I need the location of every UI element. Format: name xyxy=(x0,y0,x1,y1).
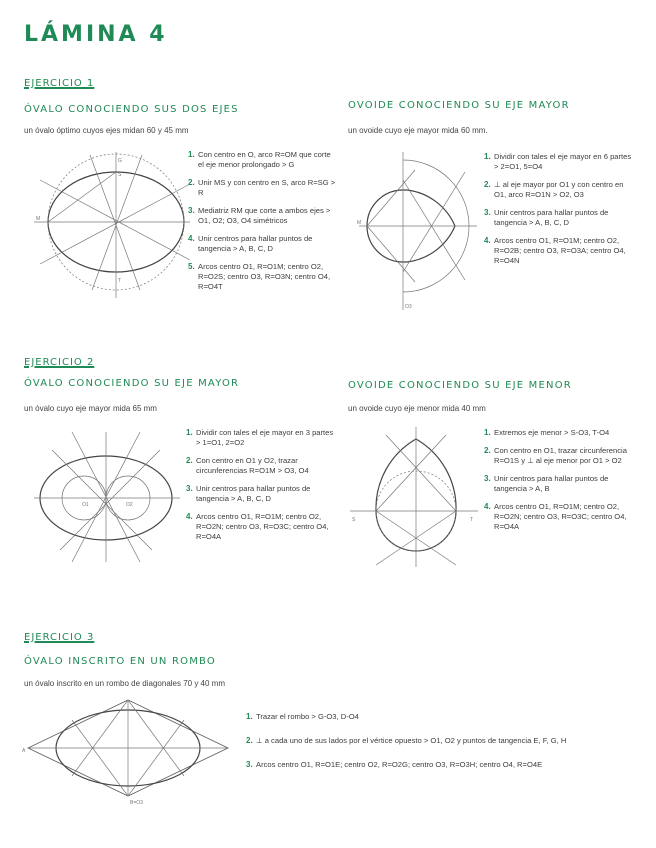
step-item: 1. Trazar el rombo > G-O3, D-O4 xyxy=(246,712,359,721)
svg-text:S: S xyxy=(118,172,122,178)
ex1-right-steps xyxy=(484,152,632,274)
ex3-steps xyxy=(246,712,626,778)
step-item: 2. ⊥ al eje mayor por O1 y con centro en O1, arco R=O1N > O2, O3 xyxy=(484,180,624,199)
ex3-description: un óvalo inscrito en un rombo de diagonales 70 y 40 mm xyxy=(24,679,226,688)
svg-text:O2: O2 xyxy=(126,502,133,508)
exercise-2-heading: EJERCICIO 2 xyxy=(24,357,95,368)
ex2-left-subtitle: ÓVALO CONOCIENDO SU EJE MAYOR xyxy=(24,378,240,389)
ex1-left-subtitle: ÓVALO CONOCIENDO SUS DOS EJES xyxy=(24,104,239,115)
svg-text:O3: O3 xyxy=(405,304,412,310)
svg-text:S: S xyxy=(352,517,356,523)
svg-text:A: A xyxy=(22,748,26,754)
ex2-right-steps xyxy=(484,428,632,540)
step-item: 1. Dividir con tales el eje mayor en 3 partes > 1=O1, 2=O2 xyxy=(186,428,334,447)
ex2-ovoid-minor-axis-figure xyxy=(350,425,480,570)
svg-text:O1: O1 xyxy=(82,502,89,508)
step-item: 2. Unir MS y con centro en S, arco R=SG > R xyxy=(188,178,336,197)
step-item: 4. Unir centros para hallar puntos de tangencia > A, B, C, D xyxy=(188,234,313,253)
step-item: 5. Arcos centro O1, R=O1M; centro O2, R=O2S; centro O3, R=O3N; centro O4, R=O4T xyxy=(188,262,331,291)
step-item: 2. Con centro en O1 y O2, trazar circunferencias R=O1M > O3, O4 xyxy=(186,456,309,475)
ex2-right-subtitle: OVOIDE CONOCIENDO SU EJE MENOR xyxy=(348,380,572,391)
svg-text:B=O3: B=O3 xyxy=(130,800,143,806)
svg-text:G: G xyxy=(118,158,122,164)
step-item: 1. Extremos eje menor > S-O3, T-O4 xyxy=(484,428,610,437)
ex1-ovoid-major-axis-figure xyxy=(355,150,480,315)
svg-text:M: M xyxy=(357,220,362,226)
step-item: 3. Unir centros para hallar puntos de tangencia > A, B xyxy=(484,474,609,493)
step-item: 3. Mediatriz RM que corte a ambos ejes > O1, O2; O3, O4 simétricos xyxy=(188,206,331,225)
ex3-oval-in-rhombus-figure xyxy=(22,696,222,806)
step-item: 3. Unir centros para hallar puntos de tangencia > A, B, C, D xyxy=(186,484,311,503)
step-item: 1. Con centro en O, arco R=OM que corte el eje menor prolongado > G xyxy=(188,150,331,169)
svg-text:T: T xyxy=(118,278,122,284)
step-item: 3. Unir centros para hallar puntos de tangencia > A, B, C, D xyxy=(484,208,609,227)
ex1-left-description: un óvalo óptimo cuyos ejes midan 60 y 45 mm xyxy=(24,126,189,135)
step-item: 3. Arcos centro O1, R=O1E; centro O2, R=O2G; centro O3, R=O3H; centro O4, R=O4E xyxy=(246,760,543,769)
ex1-right-subtitle: OVOIDE CONOCIENDO SU EJE MAYOR xyxy=(348,100,570,111)
ex1-oval-two-axes-figure xyxy=(30,150,190,300)
ex1-left-steps xyxy=(188,150,338,300)
step-item: 2. ⊥ a cada uno de sus lados por el vértice opuesto > O1, O2 y puntos de tangencia E, F, G, H xyxy=(246,736,567,745)
exercise-3-heading: EJERCICIO 3 xyxy=(24,632,95,643)
exercise-1-heading: EJERCICIO 1 xyxy=(24,78,95,89)
ex2-oval-major-axis-figure xyxy=(32,430,182,565)
page-title: LÁMINA 4 xyxy=(24,22,168,47)
ex2-left-steps xyxy=(186,428,338,550)
svg-text:M: M xyxy=(36,216,41,222)
step-item: 4. Arcos centro O1, R=O1M; centro O2, R=O2N; centro O3, R=O3C; centro O4, R=O4A xyxy=(484,502,627,531)
ex3-subtitle: ÓVALO INSCRITO EN UN ROMBO xyxy=(24,656,216,667)
step-item: 2. Con centro en O1, trazar circunferencia R=O1S y ⊥ al eje menor por O1 > O2 xyxy=(484,446,627,465)
ex1-right-description: un ovoide cuyo eje mayor mida 60 mm. xyxy=(348,126,488,135)
step-item: 1. Dividir con tales el eje mayor en 6 partes > 2=O1, 5=O4 xyxy=(484,152,632,171)
svg-text:T: T xyxy=(470,517,474,523)
ex2-left-description: un óvalo cuyo eje mayor mida 65 mm xyxy=(24,404,157,413)
ex2-right-description: un ovoide cuyo eje menor mida 40 mm xyxy=(348,404,486,413)
step-item: 4. Arcos centro O1, R=O1M; centro O2, R=O2B; centro O3, R=O3A; centro O4, R=O4N xyxy=(484,236,626,265)
step-item: 4. Arcos centro O1, R=O1M; centro O2, R=O2N; centro O3, R=O3C; centro O4, R=O4A xyxy=(186,512,329,541)
